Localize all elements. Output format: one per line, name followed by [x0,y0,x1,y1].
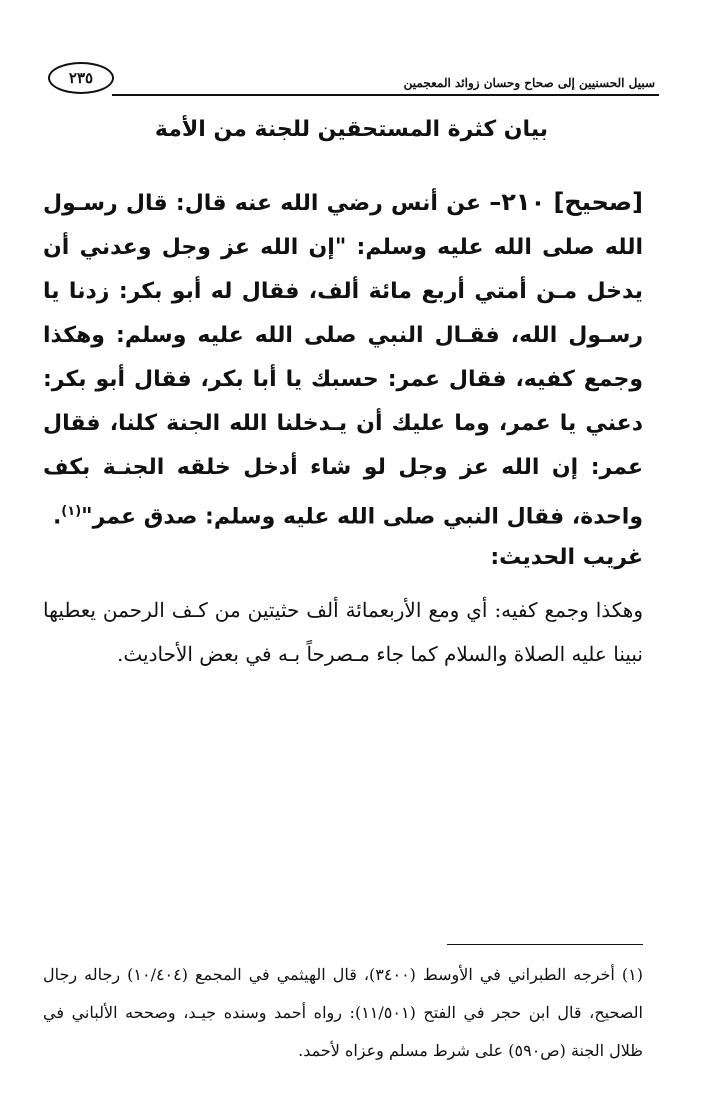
hadith-grade: [صحيح] [553,188,643,216]
footnote-rule [447,944,643,945]
page-number-badge: ٢٣٥ [48,62,114,94]
footnote-text: (١) أخرجه الطبراني في الأوسط (٣٤٠٠)، قال الهيثمي في المجمع (١٠/٤٠٤) رجاله رجال الصحيح، قال ابن حجر في الفتح (١١/٥٠١): رواه أحمد وسنده جيـد، وصححه الألباني في ظلال الجنة (ص٥٩٠) على شرط مسلم وعزاه لأحمد. [43,965,643,1060]
hadith-text: عن أنس رضي الله عنه قال: قال رسـول الله صلى الله عليه وسلم: "إن الله عز وجل وعدني أن يدخل مـن أمتي أربع مائة ألف، فقال له أبو بكر: زدنا يا رسـول الله، فقـال النبي صلى الله عليه وسلم: وهكذا وجمع كفيه، فقال عمر: حسبك يا أبا بكر، فقال أبو بكر: دعني يا عمر، وما عليك أن يـدخلنا الله الجنة كلنا، فقال عمر: إن الله عز وجل لو شاء أدخل خلقه الجنـة بكف واحدة، فقال النبي صلى الله عليه وسلم: صدق عمر" [43,191,643,530]
gharib-paragraph: وهكذا وجمع كفيه: أي ومع الأربعمائة ألف حثيتين من كـف الرحمن يعطيها نبينا عليه الصلاة والسلام كما جاء مـصرحاً بـه في بعض الأحاديث. [43,598,643,666]
gharib-heading: غريب الحديث: [490,545,643,570]
hadith-paragraph [43,180,643,532]
header-rule [112,94,659,96]
footnote-reference[interactable]: (١) [61,504,82,519]
hadith-end-mark: . [52,504,62,530]
running-title: سبيل الحسنيين إلى صحاح وحسان زوائد المعجمين [403,76,655,90]
hadith-number: ٢١٠– [489,188,546,216]
section-title: بيان كثرة المستحقين للجنة من الأمة [154,117,549,142]
